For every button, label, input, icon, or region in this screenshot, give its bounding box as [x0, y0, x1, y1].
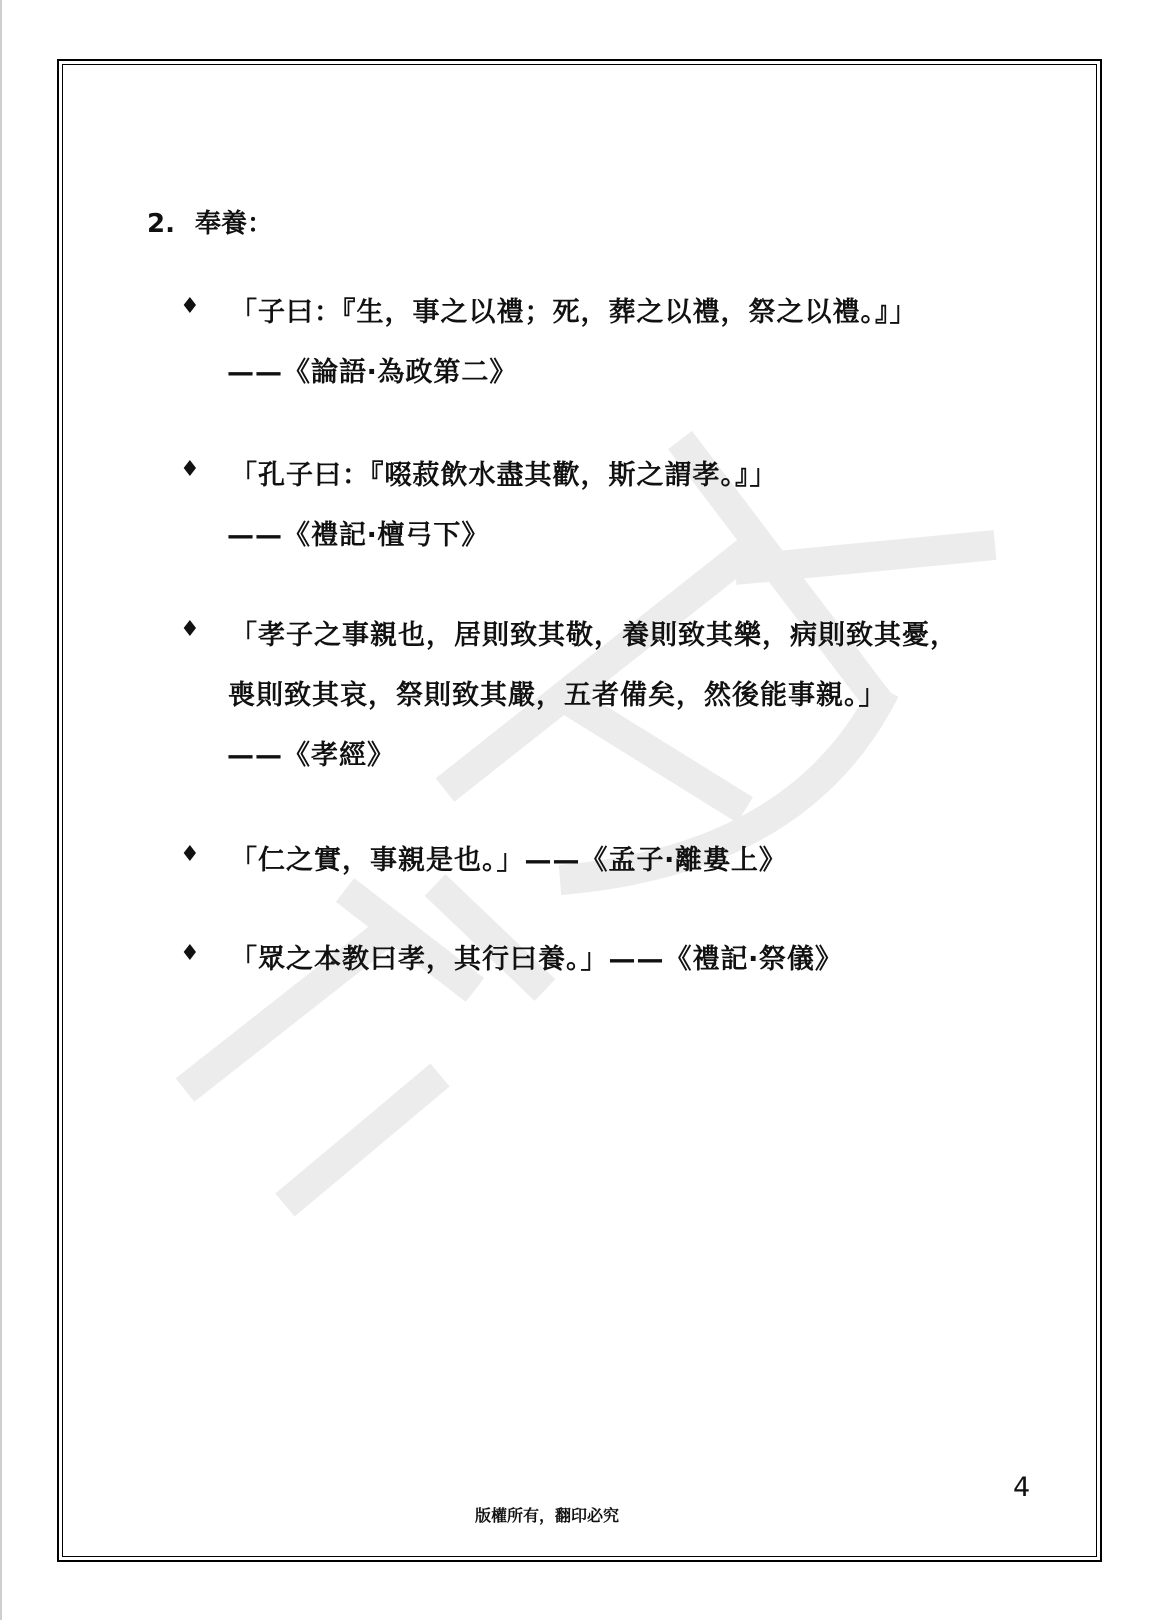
section-title: 奉養：: [195, 209, 274, 239]
bullet-icon: ♦: [180, 617, 200, 642]
quote-line: 「子曰：『生，事之以禮；死，葬之以禮，祭之以禮。』」: [230, 297, 918, 328]
quote-line: 「仁之實，事親是也。」——《孟子‧離婁上》: [230, 845, 787, 876]
bullet-icon: ♦: [180, 457, 200, 482]
bullet-icon: ♦: [180, 842, 200, 867]
left-edge-line: [0, 0, 2, 1620]
page-border-inner: [62, 64, 1097, 1557]
quote-line: 「孔子曰：『啜菽飲水盡其歡，斯之謂孝。』」: [230, 460, 778, 491]
section-heading: [147, 203, 273, 240]
quote-line: 「孝子之事親也，居則致其敬，養則致其樂，病則致其憂，: [230, 620, 958, 651]
copyright-notice: 版權所有，翻印必究: [475, 1506, 620, 1525]
section-number: 2.: [147, 209, 175, 239]
bullet-icon: ♦: [180, 294, 200, 319]
quote-source: ——《論語‧為政第二》: [227, 357, 518, 388]
quote-line: 喪則致其哀，祭則致其嚴，五者備矣，然後能事親。」: [228, 680, 887, 711]
quote-source: ——《禮記‧檀弓下》: [227, 520, 490, 551]
bullet-icon: ♦: [180, 941, 200, 966]
quote-line: 「眾之本教曰孝，其行曰養。」——《禮記‧祭儀》: [230, 944, 843, 975]
page-number: 4: [1013, 1472, 1031, 1503]
quote-source: ——《孝經》: [227, 740, 395, 771]
